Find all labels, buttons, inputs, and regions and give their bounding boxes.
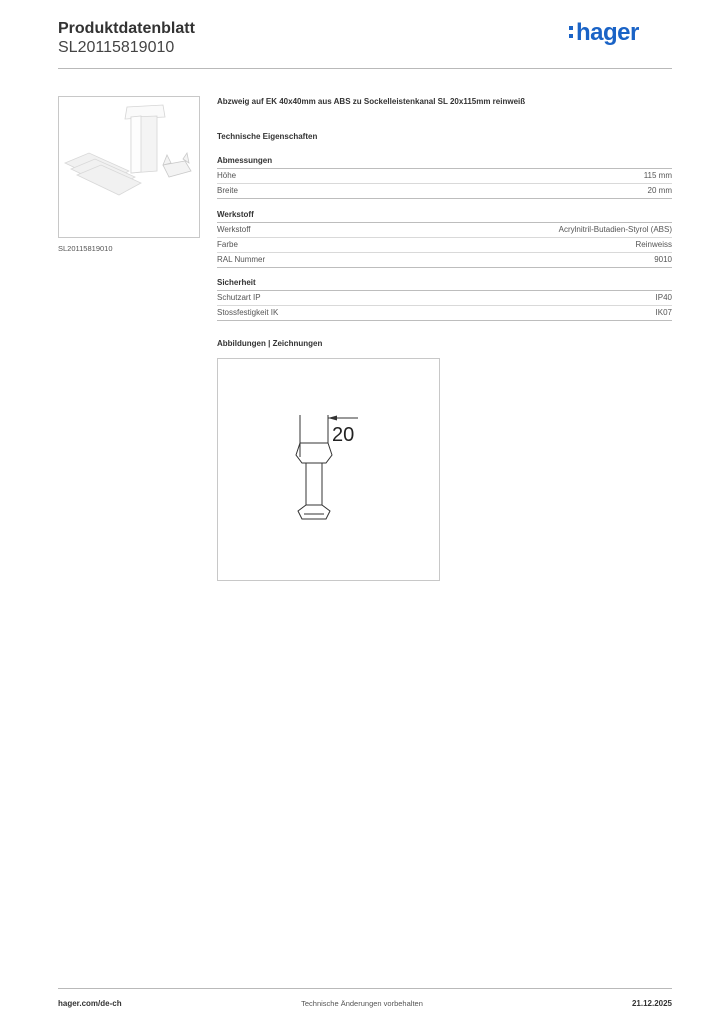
spec-section-dimensions — [217, 155, 672, 199]
spec-row — [217, 306, 672, 321]
spec-label: Farbe — [217, 240, 238, 249]
product-photo-illustration — [59, 97, 199, 237]
logo-dot-bottom — [569, 34, 573, 38]
spec-row — [217, 169, 672, 184]
logo-wordmark: hager — [576, 19, 639, 46]
drawing-flange — [296, 443, 332, 463]
product-photo — [58, 96, 200, 238]
specs-heading: Technische Eigenschaften — [217, 132, 318, 141]
spec-row — [217, 223, 672, 238]
spec-value: Reinweiss — [635, 240, 672, 249]
technical-drawing-svg — [218, 359, 439, 580]
spec-row — [217, 291, 672, 306]
article-number: SL20115819010 — [58, 39, 175, 56]
spec-value: IK07 — [655, 308, 672, 317]
footer-note: Technische Änderungen vorbehalten — [301, 999, 423, 1008]
document-title: Produktdatenblatt — [58, 20, 195, 37]
spec-value: IP40 — [655, 293, 672, 302]
spec-label: Werkstoff — [217, 225, 251, 234]
spec-value: 20 mm — [647, 186, 672, 195]
spec-label: RAL Nummer — [217, 255, 266, 264]
logo-dot-top — [569, 26, 573, 30]
dimension-label: 20 — [332, 424, 355, 446]
drawing-base — [298, 505, 330, 519]
spec-row — [217, 238, 672, 253]
technical-drawing — [217, 358, 440, 581]
spec-value: 115 mm — [643, 171, 672, 180]
spec-label: Höhe — [217, 171, 237, 180]
spec-section-material — [217, 209, 672, 268]
spec-row — [217, 184, 672, 199]
hager-logo — [568, 15, 658, 49]
spec-label: Stossfestigkeit IK — [217, 308, 279, 317]
drawings-heading: Abbildungen | Zeichnungen — [217, 339, 323, 348]
footer-website-link[interactable]: hager.com/de-ch — [58, 999, 122, 1008]
header-divider — [58, 68, 672, 69]
dimension-arrow — [328, 416, 337, 421]
spec-section-title: Werkstoff — [217, 209, 672, 223]
spec-label: Breite — [217, 186, 238, 195]
spec-label: Schutzart IP — [217, 293, 261, 302]
spec-section-title: Sicherheit — [217, 277, 672, 291]
spec-value: Acrylnitril-Butadien-Styrol (ABS) — [558, 225, 672, 234]
product-name: Abzweig auf EK 40x40mm aus ABS zu Sockelleistenkanal SL 20x115mm reinweiß — [217, 97, 526, 106]
spec-section-safety — [217, 277, 672, 321]
spec-section-title: Abmessungen — [217, 155, 672, 169]
spec-row — [217, 253, 672, 268]
spec-value: 9010 — [654, 255, 672, 264]
footer-divider — [58, 988, 672, 989]
photo-caption: SL20115819010 — [58, 244, 113, 253]
footer-date: 21.12.2025 — [631, 999, 672, 1008]
